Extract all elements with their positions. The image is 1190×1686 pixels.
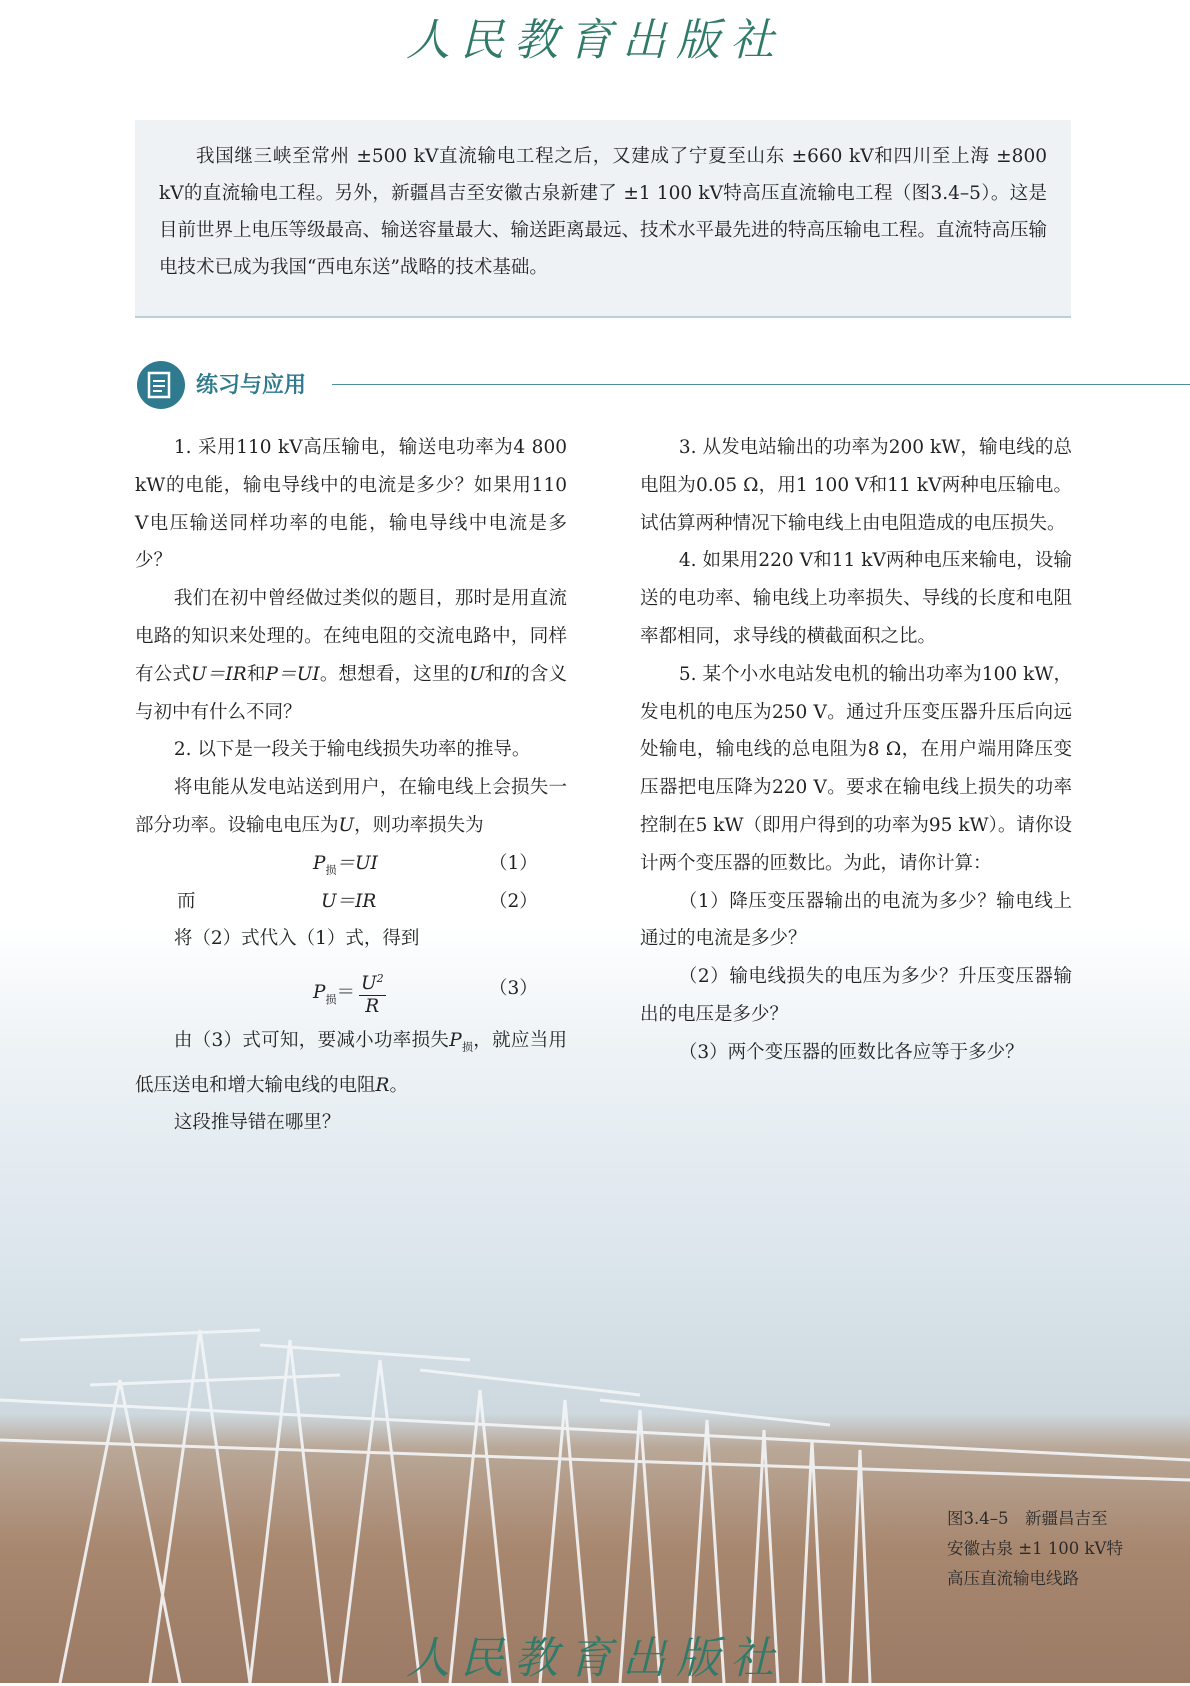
exercise-icon bbox=[136, 360, 186, 410]
section-title: 练习与应用 bbox=[196, 373, 307, 398]
intro-box bbox=[135, 120, 1071, 318]
question-5-part-3: （3）两个变压器的匝数比各应等于多少？ bbox=[678, 1041, 1024, 1063]
intro-paragraph: 我国继三峡至常州 ±500 kV直流输电工程之后，又建成了宁夏至山东 ±660 kV和四川至上海 ±800 kV的直流输电工程。另外，新疆昌吉至安徽古泉新建了 ±1 100 kV特高压直流输电工程（图3.4–5）。这是目前世界上电压等级最高、输送容量最大、输送距离最远、技术水平最先进的特高压输电工程。直流特高压输电技术已成为我国“西电东送”战略的技术基础。 bbox=[159, 146, 1048, 278]
conclusion: 由（3）式可知，要减小功率损失$P_损$，就应当用低压送电和增大输电线的电阻R。 bbox=[135, 1030, 568, 1096]
substitution-line: 将（2）式代入（1）式，得到 bbox=[173, 928, 420, 950]
question-2-ask: 这段推导错在哪里？ bbox=[173, 1112, 341, 1134]
question-1: 1. 采用110 kV高压输电，输送电功率为4 800 kW的电能，输电导线中的电流是多少？如果用110 V电压输送同样功率的电能，输电导线中电流是多少？ bbox=[135, 437, 567, 572]
figure-caption: 图3.4–5 新疆昌吉至 安徽古泉 ±1 100 kV特 高压直流输电线路 bbox=[947, 1509, 1123, 1588]
publisher-logo-top: 人民教育出版社 bbox=[406, 15, 784, 66]
section-divider bbox=[332, 384, 1190, 385]
formula-3: $P_损=$ $\frac{U^2}{R}$ （3） bbox=[135, 958, 567, 1022]
question-3: 3. 从发电站输出的功率为200 kW，输电线的总电阻为0.05 Ω，用1 100 V和11 kV两种电压输电。试估算两种情况下输电线上由电阻造成的电压损失。 bbox=[640, 437, 1072, 534]
right-column bbox=[640, 429, 1072, 1072]
question-5-part-1: （1）降压变压器输出的电流为多少？输电线上通过的电流是多少？ bbox=[640, 890, 1072, 950]
formula-2: 而 U＝IR （2） bbox=[177, 890, 538, 912]
publisher-logo-bottom: 人民教育出版社 bbox=[406, 1633, 784, 1684]
question-2: 2. 以下是一段关于输电线损失功率的推导。 bbox=[173, 739, 531, 761]
question-5-part-2: （2）输电线损失的电压为多少？升压变压器输出的电压是多少？ bbox=[640, 966, 1072, 1025]
question-4: 4. 如果用220 V和11 kV两种电压来输电，设输送的电功率、输电线上功率损失、导线的长度和电阻率都相同，求导线的横截面积之比。 bbox=[640, 550, 1072, 647]
section-header bbox=[136, 360, 1190, 410]
question-5: 5. 某个小水电站发电机的输出功率为100 kW，发电机的电压为250 V。通过升压变压器升压后向远处输电，输电线的总电阻为8 Ω，在用户端用降压变压器把电压降为220 V。要求在输电线上损失的功率控制在5 kW（即用户得到的功率为95 kW）。请你设计两个变压器的匝数比。为此，请你计算： bbox=[640, 663, 1072, 874]
formula-1: $P_损=UI$ （1） bbox=[313, 852, 538, 877]
question-1-note: 我们在初中曾经做过类似的题目，那时是用直流电路的知识来处理的。在纯电阻的交流电路中，同样有公式U＝IR和P＝UI。想想看，这里的U和I的含义与初中有什么不同？ bbox=[135, 588, 567, 723]
question-2-text: 将电能从发电站送到用户，在输电线上会损失一部分功率。设输电电压为U，则功率损失为 bbox=[135, 777, 567, 836]
left-column bbox=[135, 429, 567, 1142]
